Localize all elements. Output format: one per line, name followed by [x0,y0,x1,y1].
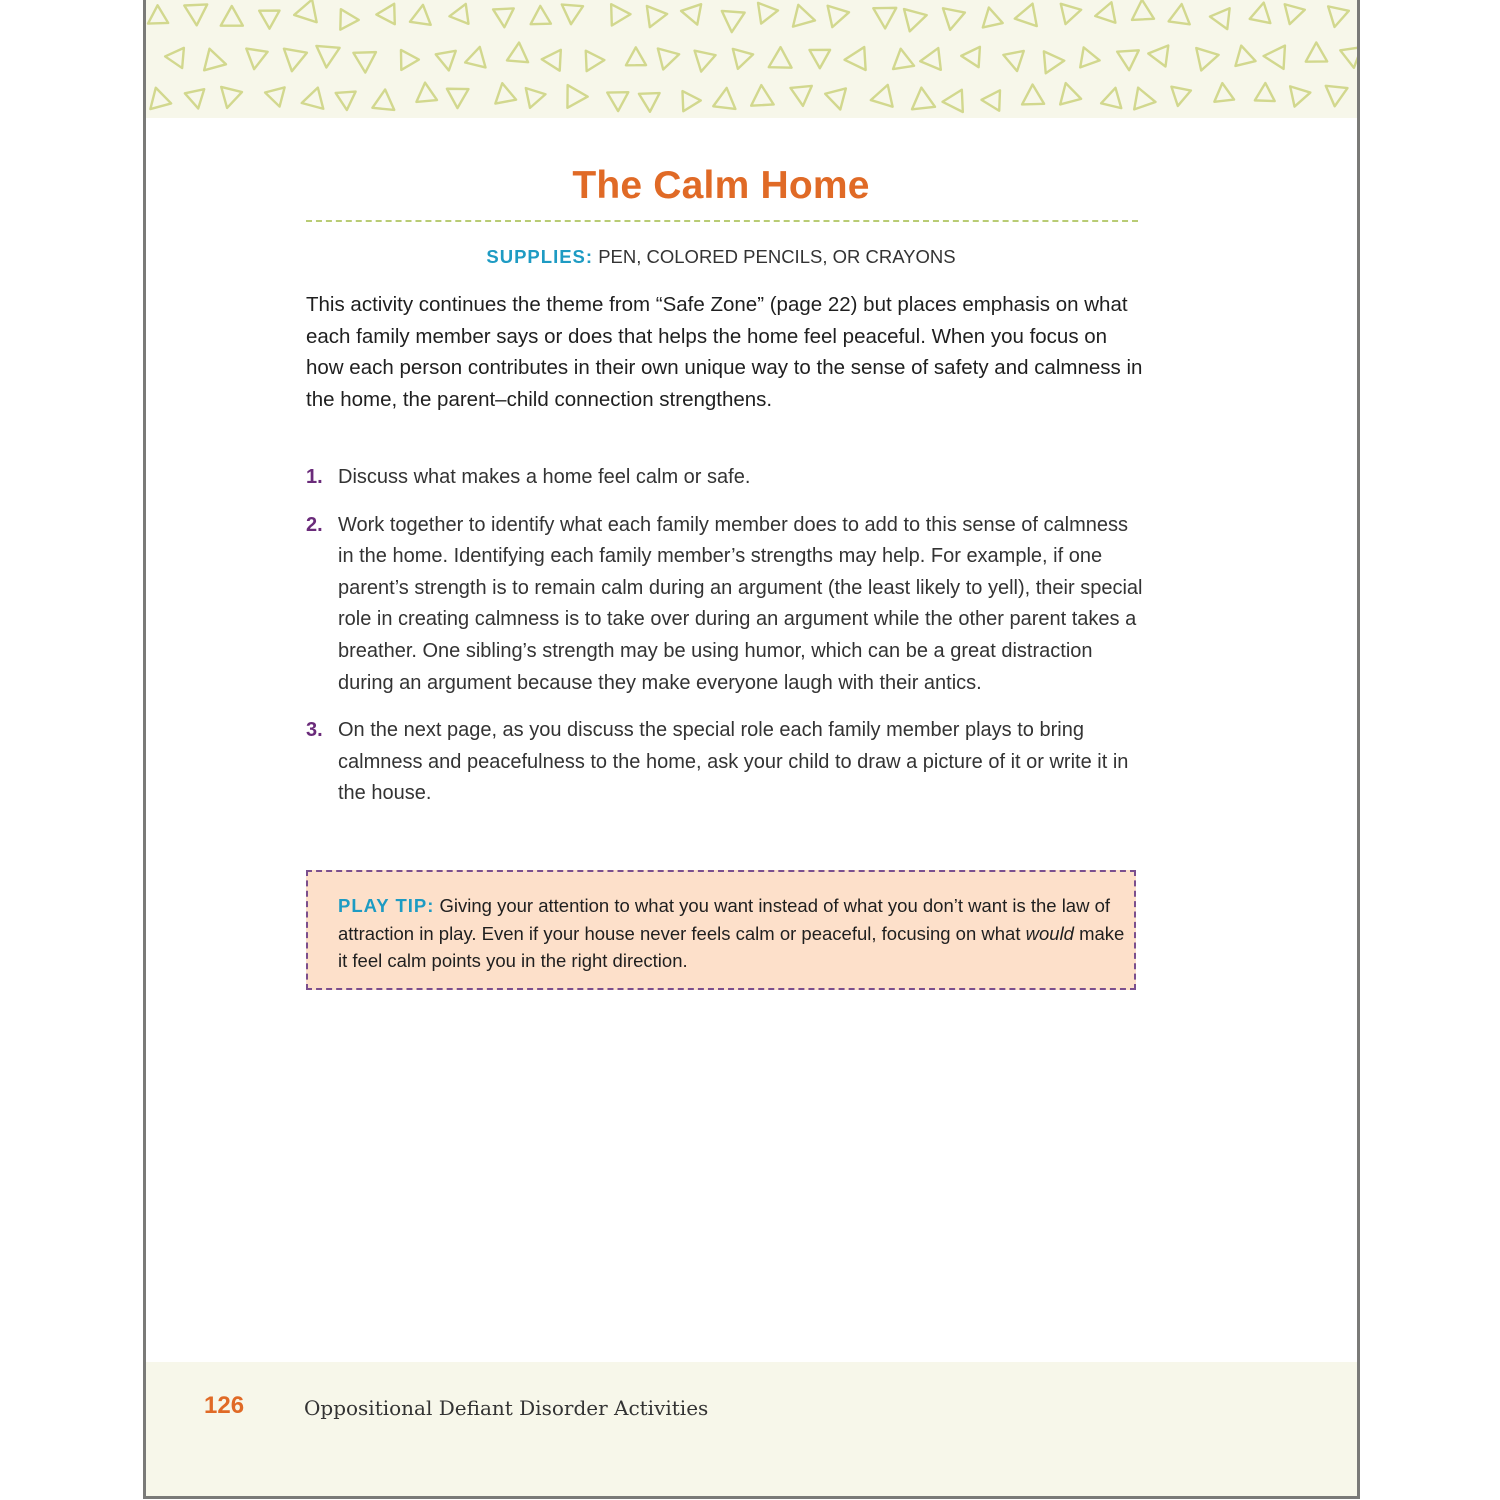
triangle-pattern-icon [750,84,774,105]
triangle-pattern-icon [259,11,279,29]
triangle-pattern-icon [868,85,892,111]
triangle-pattern-icon [1117,50,1140,71]
triangle-pattern-icon [607,92,628,111]
triangle-pattern-icon [639,93,660,112]
page-title: The Calm Home [572,164,870,207]
triangle-pattern-icon [1306,42,1328,61]
triangle-pattern-icon [939,8,965,32]
triangle-pattern-icon [1131,0,1154,20]
triangle-pattern-icon [560,5,583,25]
triangle-pattern-icon [1044,50,1065,74]
step-text: On the next page, as you discuss the special role each family member plays to bring calmness and peacefulness to the home, ask your child to draw a picture of it or write it in the house. [338,719,1129,805]
triangle-pattern-icon [185,89,208,110]
triangle-pattern-icon [1080,47,1101,70]
triangle-pattern-icon [1250,1,1274,24]
play-tip-text [338,892,1128,975]
triangle-pattern-icon [825,88,850,112]
title-dashed-divider [306,220,1138,222]
triangle-pattern-icon [146,85,171,109]
triangle-pattern-icon [436,51,459,72]
header-pattern-band [146,0,1357,118]
triangle-pattern-icon [611,4,631,26]
triangle-pattern-icon [658,44,682,70]
list-item [306,462,1146,494]
triangle-pattern-icon [1055,80,1081,104]
triangle-pattern-icon [1255,83,1275,101]
triangle-pattern-icon [1168,87,1191,108]
triangle-pattern-icon [1169,3,1193,25]
triangle-pattern-icon [340,9,359,30]
triangle-pattern-icon [890,47,914,69]
triangle-pattern-icon [415,82,437,102]
triangle-pattern-icon [919,48,941,72]
triangle-pattern-icon [567,85,587,108]
triangle-pattern-icon [372,88,396,109]
triangle-pattern-icon [1285,0,1308,24]
triangle-pattern-icon [526,84,548,107]
triangle-pattern-icon [942,90,963,113]
triangle-pattern-icon [626,47,646,65]
triangle-pattern-icon [647,3,669,27]
triangle-pattern-icon [1022,84,1045,104]
triangle-pattern-icon [263,83,285,107]
triangle-pattern-icon [1290,82,1312,106]
triangle-pattern-icon [299,88,323,114]
triangle-pattern-icon [410,3,433,24]
triangle-pattern-icon [353,52,376,73]
triangle-pattern-icon [793,5,818,32]
triangle-pattern-icon [1003,51,1027,73]
triangle-pattern-icon [243,49,267,71]
triangle-pattern-icon [1134,88,1157,113]
triangle-pattern-icon [221,6,243,26]
triangle-pattern-icon [1263,44,1285,69]
supplies-items: PEN, COLORED PENCILS, OR CRAYONS [598,246,956,267]
page-number: 126 [204,1392,245,1419]
triangle-pattern-icon [910,86,935,109]
step-number: 3. [306,719,323,742]
triangle-pattern-icon [541,49,561,71]
footer-band [146,1362,1357,1496]
step-number: 2. [306,513,323,536]
triangle-pattern-icon [1061,0,1084,24]
step-text: Work together to identify what each family member does to add to this sense of calmness in the home. Identifying each family member’s strengths may help. For example, if one parent’s strength is to remain calm during an argument (the least likely to yell), their special role in creating calmness is to take over during an argument while the other parent takes a breather. One sibling’s strength may be using humor, which can be a great distraction during an argument because they make everyone laugh with their antics. [338,513,1143,694]
triangle-pattern-icon [1340,47,1357,69]
triangle-pattern [146,0,1357,118]
triangle-pattern-icon [586,50,605,71]
play-tip-label: PLAY TIP: [338,895,435,916]
triangle-pattern-icon [1196,44,1221,71]
triangle-pattern-icon [873,8,896,29]
triangle-pattern-icon [1093,2,1115,26]
triangle-pattern-icon [790,86,813,107]
steps-list [306,462,1146,826]
triangle-pattern-icon [828,2,852,28]
triangle-pattern-icon [733,44,756,68]
triangle-pattern-icon [713,87,737,109]
triangle-pattern-icon [904,4,930,31]
triangle-pattern-icon [217,87,242,111]
triangle-pattern-icon [679,1,701,25]
triangle-pattern-icon [465,44,490,67]
triangle-pattern-icon [280,49,307,73]
triangle-pattern-icon [336,92,357,111]
step-number: 1. [306,466,323,488]
triangle-pattern-icon [981,90,1000,111]
triangle-pattern-icon [447,89,469,108]
triangle-pattern-icon [147,5,168,24]
triangle-pattern-icon [682,90,701,111]
supplies-line [306,246,1136,268]
list-item [306,715,1146,810]
triangle-pattern-icon [401,50,419,70]
play-tip-text-after: make it feel calm points you in the right direction. [338,922,1125,971]
triangle-pattern-icon [1231,43,1255,66]
triangle-pattern-icon [315,46,340,69]
triangle-pattern-icon [769,47,792,68]
triangle-pattern-icon [691,51,716,74]
triangle-pattern-icon [979,5,1003,27]
triangle-pattern-icon [376,4,395,25]
play-tip-box [306,870,1136,990]
triangle-pattern-icon [1209,6,1230,29]
triangle-pattern-icon [1324,6,1349,29]
triangle-pattern-icon [204,49,229,75]
triangle-pattern-icon [758,0,780,23]
triangle-pattern-icon [164,46,184,68]
triangle-pattern-icon [1212,82,1234,102]
supplies-label: SUPPLIES: [486,246,594,267]
triangle-pattern-icon [809,50,830,68]
triangle-pattern-icon [961,46,980,67]
triangle-pattern-icon [448,4,468,26]
triangle-pattern-icon [844,47,866,71]
triangle-pattern-icon [492,81,516,103]
intro-paragraph: This activity continues the theme from “Safe Zone” (page 22) but places emphasis on what each family member says or does that helps the home feel peaceful. When you focus on how each person contributes in their own unique way to the sense of safety and calmness in the home, the parent–child connection strengthens. [306,293,1143,411]
triangle-pattern-icon [184,4,208,25]
triangle-pattern-icon [1101,85,1125,108]
triangle-pattern-icon [1013,4,1037,30]
triangle-pattern-icon [1147,43,1168,66]
triangle-pattern-icon [530,6,551,25]
book-page [143,0,1360,1499]
play-tip-emphasis: would [1025,922,1074,944]
triangle-pattern-icon [493,8,515,27]
triangle-pattern-icon [507,42,530,63]
footer-book-title: Oppositional Defiant Disorder Activities [304,1396,709,1420]
step-text: Discuss what makes a home feel calm or safe. [338,466,751,488]
list-item [306,510,1146,700]
triangle-pattern-icon [720,11,744,33]
triangle-pattern-icon [1324,86,1348,108]
play-tip-text-before: Giving your attention to what you want instead of what you don’t want is the law of attraction in play. Even if your house never feels calm or peaceful, focusing on what [338,895,1111,944]
triangle-pattern-icon [292,0,317,26]
